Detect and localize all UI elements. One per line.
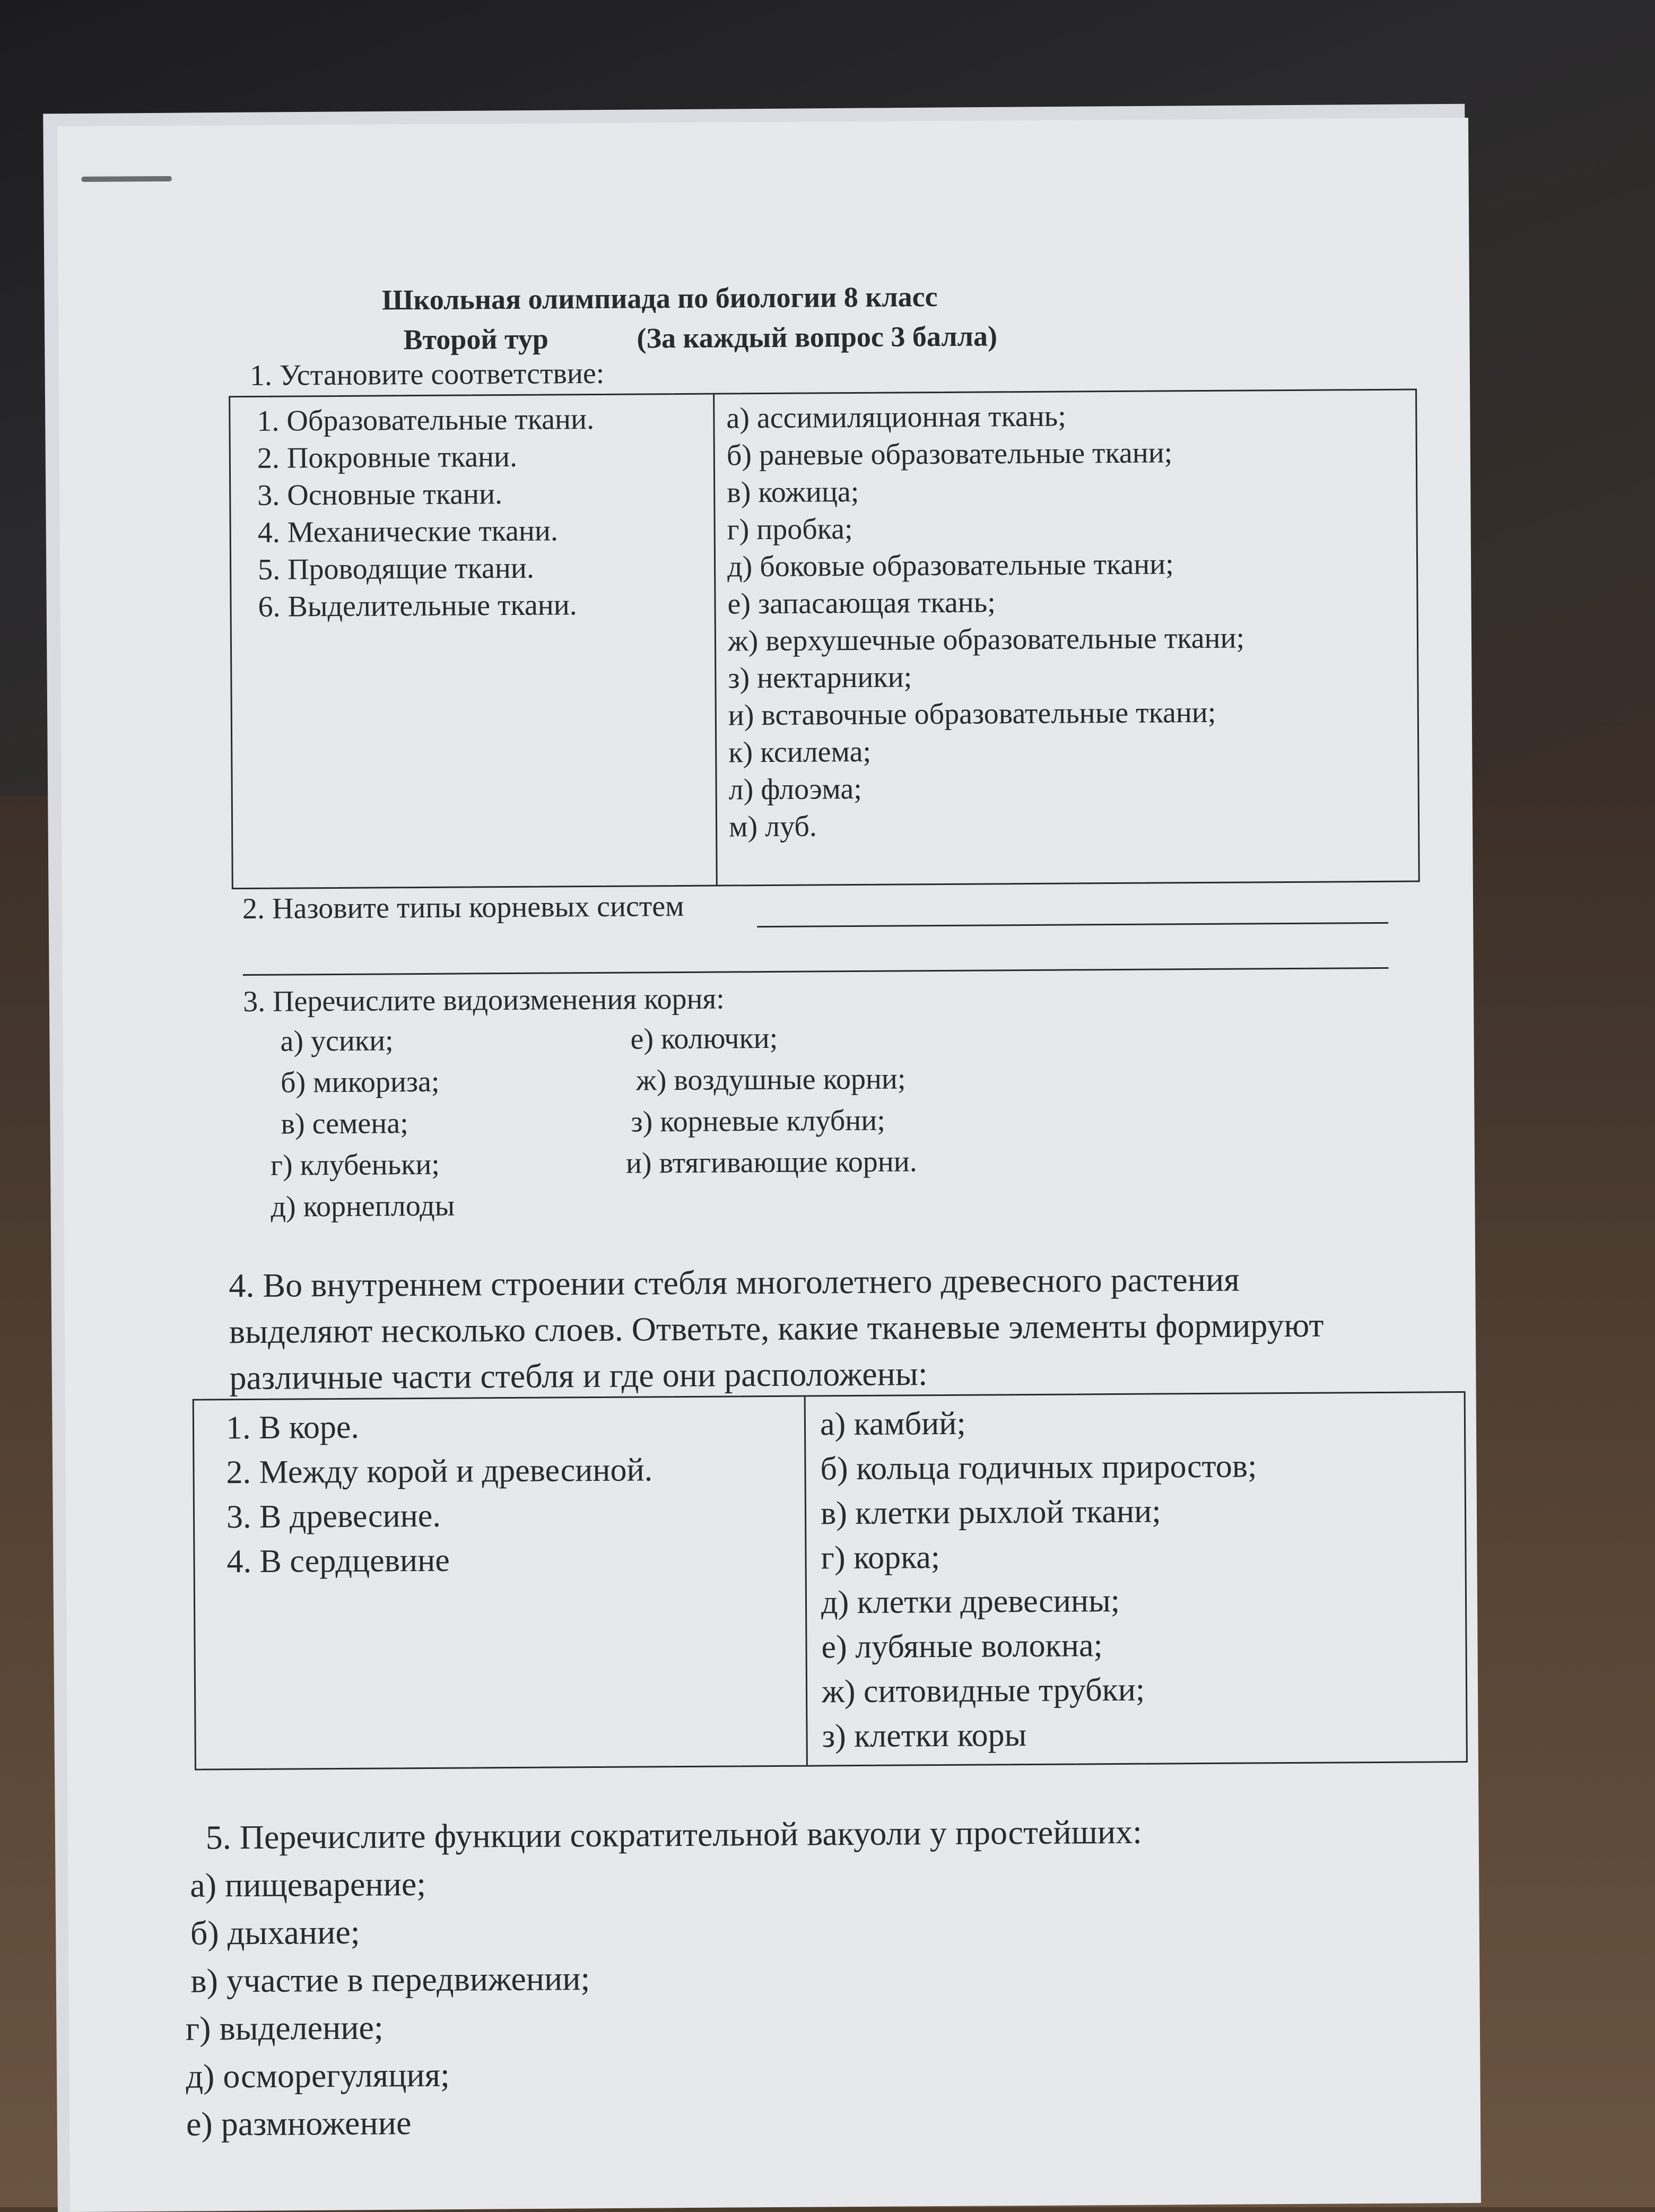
q4-right-item: а) камбий; xyxy=(820,1405,966,1443)
q1-left-item: 1. Образовательные ткани. xyxy=(257,402,595,438)
q4-match-table xyxy=(193,1391,1468,1771)
q1-right-item: в) кожица; xyxy=(727,475,859,509)
q1-right-column xyxy=(726,397,1245,846)
q4-prompt-line: выделяют несколько слоев. Ответьте, какие тканевые элементы формируют xyxy=(229,1306,1324,1351)
q2-prompt: 2. Назовите типы корневых систем xyxy=(242,889,684,926)
q4-left-item: 3. В древесине. xyxy=(226,1497,441,1536)
round-label: Второй тур xyxy=(403,323,548,356)
q3-option: г) клубеньки; xyxy=(270,1148,440,1182)
q1-right-item: и) вставочные образовательные ткани; xyxy=(728,696,1216,732)
q4-prompt-line: различные части стебля и где они расположены: xyxy=(229,1355,928,1397)
q4-right-column xyxy=(820,1399,1259,1758)
q1-right-item: е) запасающая ткань; xyxy=(727,586,996,621)
q3-option: ж) воздушные корни; xyxy=(635,1062,906,1097)
q1-right-item: д) боковые образовательные ткани; xyxy=(727,548,1174,584)
q1-table-divider xyxy=(713,395,718,885)
q4-right-item: з) клетки коры xyxy=(822,1717,1027,1755)
q2-answer-line-2[interactable] xyxy=(243,967,1389,976)
q1-right-item: г) пробка; xyxy=(727,513,853,547)
q3-option: и) втягивающие корни. xyxy=(625,1145,917,1180)
q3-option: б) микориза; xyxy=(280,1065,440,1099)
q1-left-item: 2. Покровные ткани. xyxy=(257,440,518,475)
q1-left-item: 5. Проводящие ткани. xyxy=(257,551,535,586)
q5-option: г) выделение; xyxy=(185,2008,384,2048)
worksheet-title: Школьная олимпиада по биологии 8 класс xyxy=(381,281,938,316)
q1-right-item: к) ксилема; xyxy=(728,735,872,769)
q1-right-item: м) луб. xyxy=(728,810,817,844)
q4-prompt-line: 4. Во внутреннем строении стебля многолетнего древесного растения xyxy=(229,1260,1240,1305)
q4-right-item: д) клетки древесины; xyxy=(821,1582,1120,1621)
q1-left-column xyxy=(257,401,595,626)
q4-right-item: б) кольца годичных приростов; xyxy=(820,1448,1257,1487)
points-note: (За каждый вопрос 3 балла) xyxy=(637,320,998,354)
q5-option: е) размножение xyxy=(186,2104,412,2143)
q5-option: а) пищеварение; xyxy=(190,1864,426,1904)
q4-table-divider xyxy=(804,1397,808,1765)
q1-right-item: ж) верхушечные образовательные ткани; xyxy=(727,621,1245,658)
q4-left-column xyxy=(226,1403,654,1584)
q4-right-item: в) клетки рыхлой ткани; xyxy=(820,1493,1161,1532)
q3-option: а) усики; xyxy=(280,1024,394,1058)
q4-left-item: 4. В сердцевине xyxy=(227,1542,450,1580)
q5-option: в) участие в передвижении; xyxy=(190,1959,590,2000)
q3-option: е) колючки; xyxy=(630,1021,778,1056)
q5-option: б) дыхание; xyxy=(190,1913,360,1952)
q1-right-item: б) раневые образовательные ткани; xyxy=(726,436,1173,472)
q3-option: д) корнеплоды xyxy=(271,1189,455,1224)
q1-left-item: 3. Основные ткани. xyxy=(257,478,503,512)
q5-option: д) осморегуляция; xyxy=(186,2055,450,2095)
q1-prompt: 1. Установите соответствие: xyxy=(249,357,605,392)
q1-match-table xyxy=(229,389,1420,890)
q4-left-item: 1. В коре. xyxy=(225,1409,360,1446)
q5-prompt: 5. Перечислите функции сократительной вакуоли у простейших: xyxy=(205,1812,1143,1857)
q1-left-item: 6. Выделительные ткани. xyxy=(258,588,577,623)
q1-right-item: а) ассимиляционная ткань; xyxy=(726,400,1066,435)
q3-prompt: 3. Перечислите видоизменения корня: xyxy=(242,982,725,1019)
staple-mark xyxy=(82,176,172,182)
q2-answer-line[interactable] xyxy=(757,922,1388,927)
q4-left-item: 2. Между корой и древесиной. xyxy=(226,1452,653,1491)
q3-option: в) семена; xyxy=(281,1107,408,1141)
q4-right-item: ж) ситовидные трубки; xyxy=(821,1671,1145,1710)
q4-right-item: г) корка; xyxy=(821,1539,940,1576)
q1-right-item: з) нектарники; xyxy=(728,661,912,695)
q1-left-item: 4. Механические ткани. xyxy=(257,514,559,549)
worksheet-page xyxy=(57,118,1481,2211)
q3-option: з) корневые клубни; xyxy=(631,1104,885,1139)
q4-right-item: е) лубяные волокна; xyxy=(821,1627,1103,1665)
q1-right-item: л) флоэма; xyxy=(728,772,862,806)
